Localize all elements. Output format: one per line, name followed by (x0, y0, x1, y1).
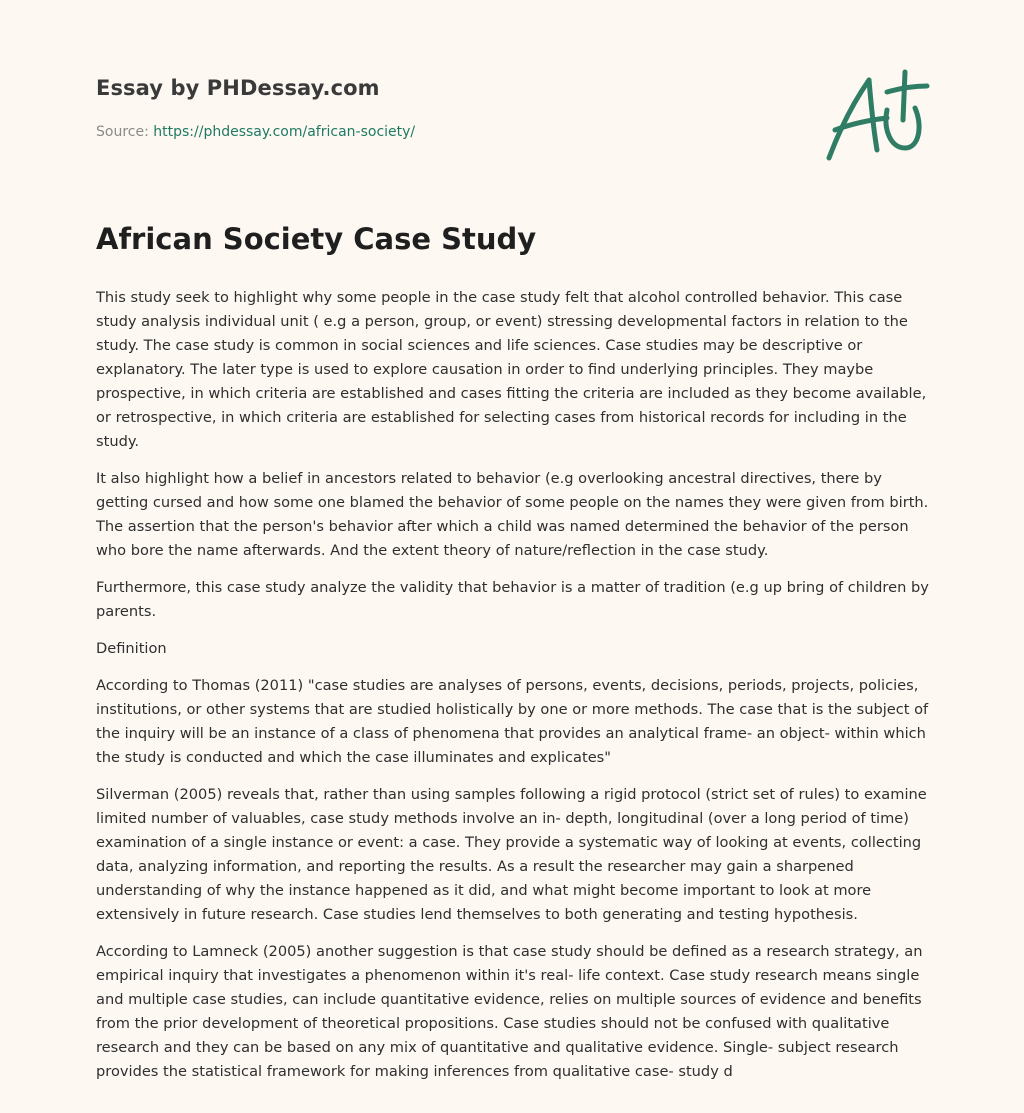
essay-body (96, 286, 932, 1108)
essay-paragraph: It also highlight how a belief in ancestors related to behavior (e.g overlooking ancestral directives, there by getting cursed and how some one blamed the behavior of some people on the names they were given from birth. The assertion that the person's behavior after which a child was named determined the behavior of the person who bore the name afterwards. And the extent theory of nature/reflection in the case study. (96, 470, 929, 559)
source-label: Source: (96, 124, 154, 140)
essay-paragraph: Silverman (2005) reveals that, rather than using samples following a rigid protocol (strict set of rules) to examine limited number of valuables, case study methods involve an in- depth, longitudinal (over a long period of time) examination of a single instance or event: a case. They provide a systematic way of looking at events, collecting data, analyzing information, and reporting the results. As a result the researcher may gain a sharpened understanding of why the instance happened as it did, and what might become important to look at more extensively in future research. Case studies lend themselves to both generating and testing hypothesis. (96, 786, 927, 923)
a-plus-logo-icon (821, 64, 931, 169)
essay-paragraph: According to Thomas (2011) "case studies are analyses of persons, events, decisions, periods, projects, policies, institutions, or other systems that are studied holistically by one or more methods. The case that is the subject of the inquiry will be an instance of a class of phenomena that provides an analytical frame- an object- within which the study is conducted and which the case illuminates and explicates" (96, 677, 929, 766)
essay-subheading: Definition (96, 640, 167, 657)
essay-paragraph: According to Lamneck (2005) another suggestion is that case study should be defined as a research strategy, an empirical inquiry that investigates a phenomenon within it's real- life context. Case study research means single and multiple case studies, can include quantitative evidence, relies on multiple sources of evidence and benefits from the prior development of theoretical propositions. Case studies should not be confused with qualitative research and they can be based on any mix of quantitative and qualitative evidence. Single- subject research provides the statistical framework for making inferences from qualitative case- study d (96, 943, 923, 1080)
source-link[interactable]: https://phdessay.com/african-society/ (153, 124, 416, 140)
site-brand: Essay by PHDessay.com (96, 76, 380, 100)
source-line (96, 124, 415, 140)
essay-title: African Society Case Study (96, 222, 537, 256)
essay-paragraph: Furthermore, this case study analyze the validity that behavior is a matter of tradition (e.g up bring of children by parents. (96, 579, 929, 620)
essay-paragraph: This study seek to highlight why some people in the case study felt that alcohol controlled behavior. This case study analysis individual unit ( e.g a person, group, or event) stressing developmental factors in relation to the study. The case study is common in social sciences and life sciences. Case studies may be descriptive or explanatory. The later type is used to explore causation in order to find underlying principles. They maybe prospective, in which criteria are established and cases fitting the criteria are included as they become available, or retrospective, in which criteria are established for selecting cases from historical records for including in the study. (96, 289, 927, 450)
